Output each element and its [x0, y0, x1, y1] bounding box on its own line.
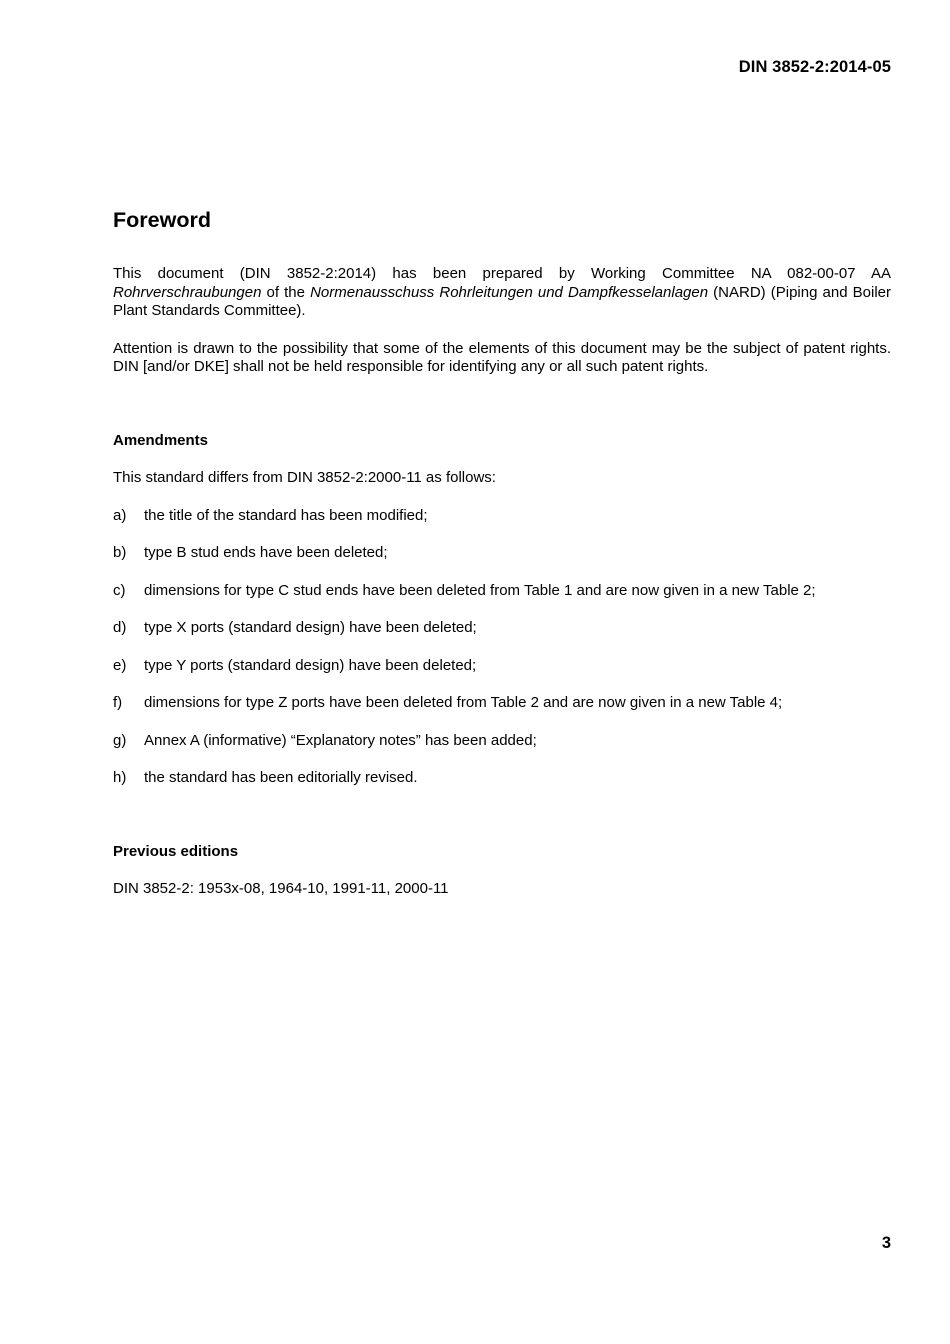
document-code: DIN 3852-2:2014-05 — [738, 58, 891, 76]
list-item-text: type B stud ends have been deleted; — [144, 544, 388, 561]
list-item — [113, 619, 891, 638]
list-item-text: type Y ports (standard design) have been deleted; — [144, 656, 477, 674]
list-item-text: dimensions for type C stud ends have been deleted from Table 1 and are now given in a new Table 2; — [144, 581, 816, 599]
amendments-list — [113, 507, 891, 788]
list-marker: a) — [113, 506, 127, 524]
list-marker: g) — [113, 731, 127, 749]
foreword-paragraph-patent: Attention is drawn to the possibility that some of the elements of this document may be the subject of patent rights. DIN [and/or DKE] shall not be held responsible for identifying any or all such patent rights. — [113, 339, 891, 375]
committee-text-3: (NARD) (Piping and Boiler Plant Standards Committee). — [113, 283, 891, 319]
list-item-text: dimensions for type Z ports have been deleted from Table 2 and are now given in a new Table 4; — [144, 694, 783, 711]
page-content — [113, 205, 891, 899]
list-marker: h) — [113, 769, 127, 786]
list-marker: c) — [113, 581, 126, 599]
list-item — [113, 732, 891, 751]
list-item — [113, 507, 891, 526]
list-item — [113, 657, 891, 676]
list-item — [113, 544, 891, 563]
foreword-heading: Foreword — [113, 208, 211, 232]
list-item-text: the standard has been editorially revised. — [144, 769, 418, 786]
list-item-text: the title of the standard has been modified; — [144, 506, 428, 524]
committee-text-1: This document (DIN 3852-2:2014) has been prepared by Working Committee NA 082-00-07 AA — [113, 265, 891, 282]
list-marker: d) — [113, 619, 127, 636]
foreword-paragraph-committee — [113, 265, 891, 321]
amendments-intro: This standard differs from DIN 3852-2:2000-11 as follows: — [113, 469, 496, 486]
standards-committee-name-italic: Normenausschuss Rohrleitungen und Dampfkesselanlagen — [310, 283, 709, 301]
previous-editions-text: DIN 3852-2: 1953x-08, 1964-10, 1991-11, 2000-11 — [113, 880, 449, 897]
list-item — [113, 769, 891, 788]
list-marker: e) — [113, 656, 127, 674]
page-number: 3 — [881, 1234, 891, 1252]
list-marker: b) — [113, 544, 127, 561]
committee-text-2: of the — [261, 283, 311, 301]
list-item-text: Annex A (informative) “Explanatory notes” has been added; — [144, 731, 537, 749]
previous-editions-heading: Previous editions — [113, 842, 239, 860]
list-item-text: type X ports (standard design) have been deleted; — [144, 619, 477, 636]
list-item — [113, 694, 891, 713]
list-item — [113, 582, 891, 601]
committee-name-italic: Rohrverschraubungen — [113, 283, 262, 301]
amendments-heading: Amendments — [113, 431, 209, 449]
list-marker: f) — [113, 694, 123, 711]
